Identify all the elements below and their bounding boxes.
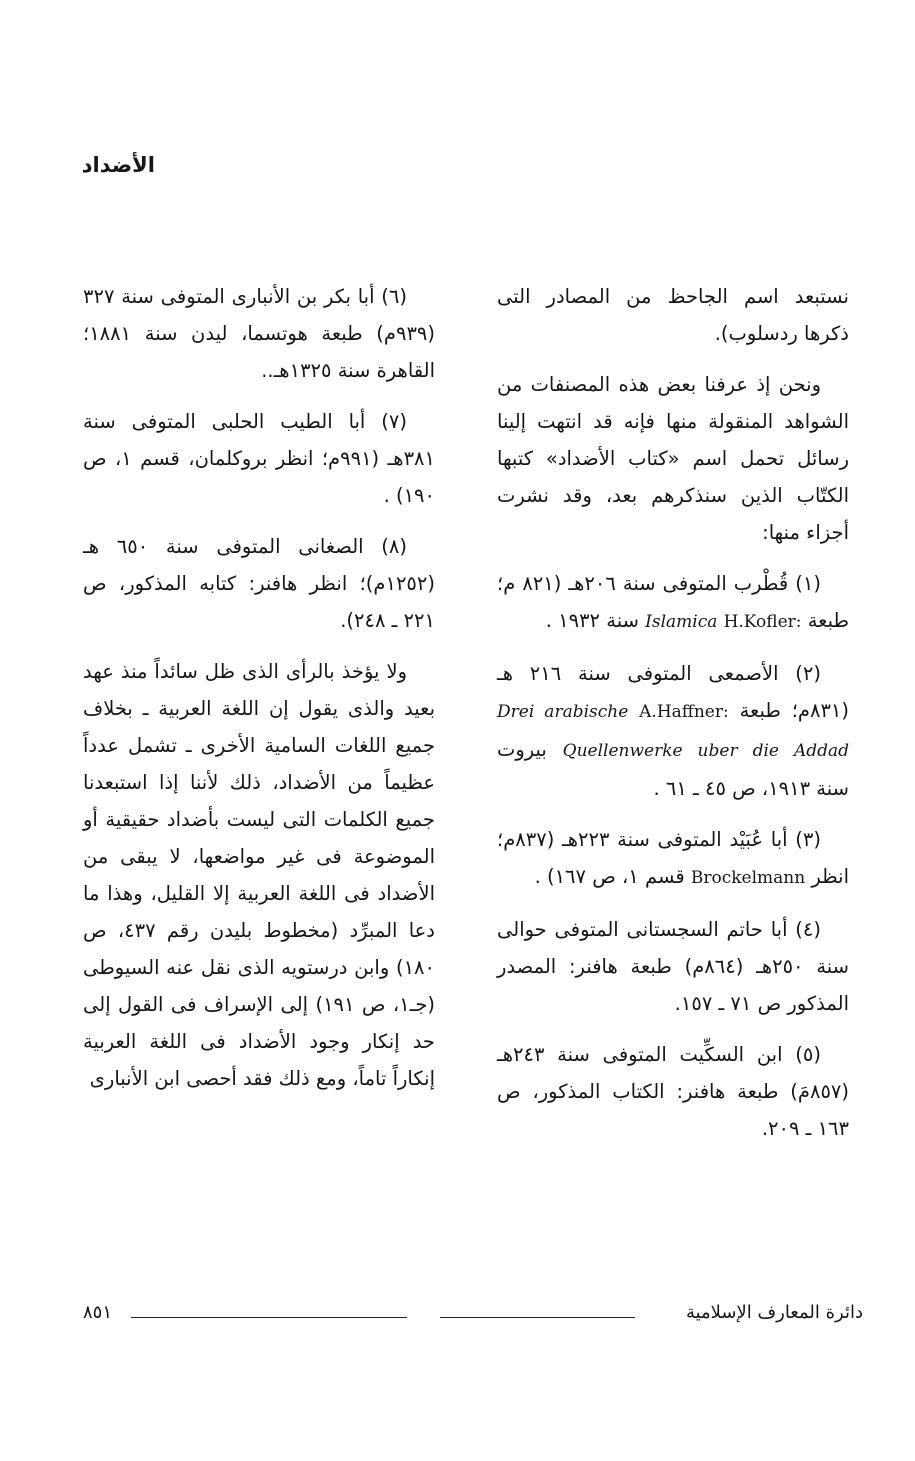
source-item-2: [497, 655, 849, 807]
source-text: (١) قُطْرب المتوفى سنة ٢٠٦هـ (٨٢١ م؛ طبعة: [497, 572, 849, 632]
latin-name: Brockelmann: [690, 868, 806, 888]
latin-title: Drei arabische Quellenwerke uber die Addad: [497, 702, 849, 761]
source-item-7: (٧) أبا الطيب الحلبى المتوفى سنة ٣٨١هـ (٩٩١م؛ انظر بروكلمان، قسم ١، ص ١٩٠) .: [83, 410, 435, 507]
running-title: الأضداد: [81, 153, 155, 177]
latin-name: H.Kofler:: [723, 612, 802, 632]
paragraph: ونحن إذ عرفنا بعض هذه المصنفات من الشواهد المنقولة منها فإنه قد انتهت إلينا رسائل تحمل اسم «كتاب الأضداد» كتبها الكتّاب الذين سنذكرهم بعد، وقد نشرت أجزاء منها:: [497, 373, 849, 544]
source-text: (٢) الأصمعى المتوفى سنة ٢١٦ هـ (٨٣١م؛ طبعة: [497, 662, 849, 722]
footer-rule: [131, 1317, 407, 1318]
footer-title: دائرة المعارف الإسلامية: [685, 1302, 863, 1323]
source-text: بيروت سنة ١٩١٣، ص ٤٥ ـ ٦١ .: [497, 738, 849, 800]
left-column: [83, 278, 435, 1111]
footer-rule: [440, 1317, 635, 1318]
source-item-1: [497, 565, 849, 641]
right-column: [497, 278, 849, 1161]
source-item-3: [497, 821, 849, 897]
latin-title: Islamica: [645, 612, 718, 632]
source-text: (٣) أبا عُبَيْد المتوفى سنة ٢٢٣هـ (٨٣٧م؛ انظر: [497, 828, 849, 888]
source-text: قسم ١، ص ١٦٧) .: [534, 865, 691, 888]
source-item-4: (٤) أبا حاتم السجستانى المتوفى حوالى سنة ٢٥٠هـ (٨٦٤م) طبعة هافنر: المصدر المذكور ص ٧١ ـ ١٥٧.: [497, 918, 849, 1015]
page-footer: [83, 1302, 863, 1332]
paragraph: نستبعد اسم الجاحظ من المصادر التى ذكرها ردسلوب).: [497, 285, 849, 345]
source-item-8: (٨) الصغانى المتوفى سنة ٦٥٠ هـ (١٢٥٢م)؛ انظر هافنر: كتابه المذكور، ص ٢٢١ ـ ٢٤٨).: [83, 535, 435, 632]
source-text: سنة ١٩٣٢ .: [545, 609, 646, 632]
paragraph: ولا يؤخذ بالرأى الذى ظل سائداً منذ عهد بعيد والذى يقول إن اللغة العربية ـ بخلاف جميع اللغات السامية الأخرى ـ تشمل عدداً عظيماً من الأضداد، ذلك لأننا إذا استبعدنا جميع الكلمات التى ليست بأضداد حقيقية أو الموضوعة فى غير مواضعها، لا يبقى من الأضداد فى اللغة العربية إلا القليل، وهذا ما دعا المبرِّد (مخطوط بليدن رقم ٤٣٧، ص ١٨٠) وابن درستويه الذى نقل عنه السيوطى (جـ١، ص ١٩١) إلى الإسراف فى القول إلى حد إنكار وجود الأضداد فى اللغة العربية إنكاراً تاماً، ومع ذلك فقد أحصى ابن الأنبارى: [83, 660, 435, 1090]
source-item-5: (٥) ابن السكِّيت المتوفى سنة ٢٤٣هـ (٨٥٧مَ) طبعة هافنر: الكتاب المذكور، ص ١٦٣ ـ ٢٠٩.: [497, 1043, 849, 1140]
page-number: ٨٥١: [83, 1302, 113, 1323]
source-item-6: (٦) أبا بكر بن الأنبارى المتوفى سنة ٣٢٧ (٩٣٩م) طبعة هوتسما، ليدن سنة ١٨٨١؛ القاهرة سنة ١٣٢٥هـ..: [83, 285, 435, 382]
latin-name: A.Haffner:: [639, 702, 729, 722]
